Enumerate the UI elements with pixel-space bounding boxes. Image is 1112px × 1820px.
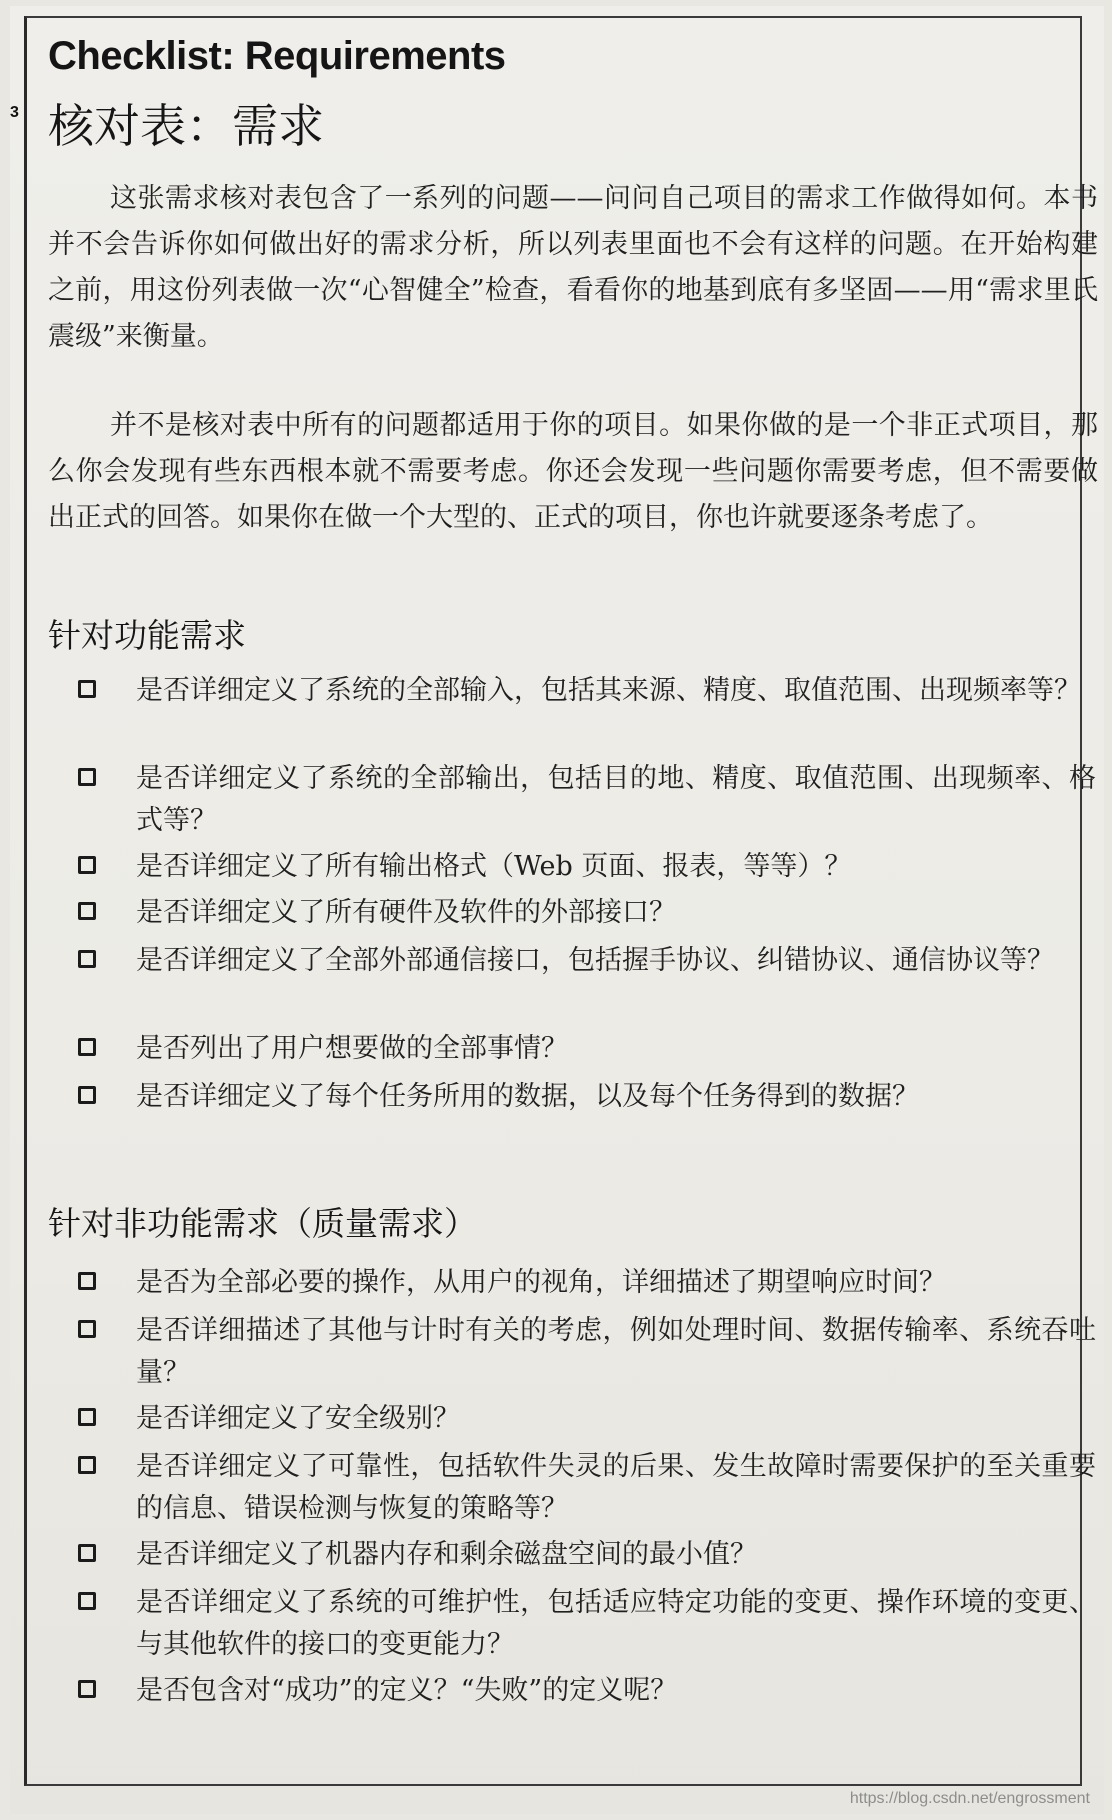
checkbox-icon[interactable]	[78, 1456, 96, 1474]
title-chinese: 核对表：需求	[48, 99, 324, 153]
section-title-nonfunctional: 针对非功能需求（质量需求）	[48, 1204, 477, 1243]
intro-paragraph-1: 这张需求核对表包含了一系列的问题——问问自己项目的需求工作做得如何。本书并不会告诉你如何做出好的需求分析，所以列表里面也不会有这样的问题。在开始构建之前，用这份列表做一次“心智健全”检查，看看你的地基到底有多坚固——用“需求里氏震级”来衡量。	[48, 183, 1098, 352]
page-number: 3	[10, 104, 19, 121]
checkbox-icon[interactable]	[78, 950, 96, 968]
checklist-item-text: 是否详细定义了所有硬件及软件的外部接口？	[136, 897, 676, 928]
checklist-item-text: 是否详细定义了系统的全部输出，包括目的地、精度、取值范围、出现频率、格式等？	[136, 763, 1096, 836]
checkbox-icon[interactable]	[78, 902, 96, 920]
title-english: Checklist: Requirements	[48, 34, 506, 78]
intro-paragraph-2: 并不是核对表中所有的问题都适用于你的项目。如果你做的是一个非正式项目，那么你会发现有些东西根本就不需要考虑。你还会发现一些问题你需要考虑，但不需要做出正式的回答。如果你在做一个大型的、正式的项目，你也许就要逐条考虑了。	[48, 410, 1098, 533]
checkbox-icon[interactable]	[78, 1408, 96, 1426]
checkbox-icon[interactable]	[78, 1680, 96, 1698]
checklist-item-text: 是否包含对“成功”的定义？“失败”的定义呢？	[136, 1675, 678, 1706]
checkbox-icon[interactable]	[78, 1272, 96, 1290]
checkbox-icon[interactable]	[78, 1320, 96, 1338]
checklist-item-text: 是否列出了用户想要做的全部事情？	[136, 1033, 568, 1064]
book-page	[10, 6, 1104, 1814]
checkbox-icon[interactable]	[78, 1592, 96, 1610]
checkbox-icon[interactable]	[78, 1086, 96, 1104]
checkbox-icon[interactable]	[78, 768, 96, 786]
checklist-item-text: 是否详细定义了全部外部通信接口，包括握手协议、纠错协议、通信协议等？	[136, 945, 1054, 976]
checklist-item-text: 是否详细描述了其他与计时有关的考虑，例如处理时间、数据传输率、系统吞吐量？	[136, 1315, 1096, 1388]
checklist-item-text: 是否详细定义了每个任务所用的数据，以及每个任务得到的数据？	[136, 1081, 919, 1112]
checkbox-icon[interactable]	[78, 856, 96, 874]
checkbox-icon[interactable]	[78, 1544, 96, 1562]
checklist-item-text: 是否详细定义了系统的全部输入，包括其来源、精度、取值范围、出现频率等？	[136, 675, 1081, 706]
checklist-item-text: 是否为全部必要的操作，从用户的视角，详细描述了期望响应时间？	[136, 1267, 946, 1298]
checklist-item-text: 是否详细定义了可靠性，包括软件失灵的后果、发生故障时需要保护的至关重要的信息、错误检测与恢复的策略等？	[136, 1451, 1096, 1524]
checklist-item-text: 是否详细定义了系统的可维护性，包括适应特定功能的变更、操作环境的变更、与其他软件的接口的变更能力？	[136, 1587, 1096, 1660]
section-title-functional: 针对功能需求	[48, 616, 246, 655]
checkbox-icon[interactable]	[78, 1038, 96, 1056]
checklist-item-text: 是否详细定义了安全级别？	[136, 1403, 460, 1434]
watermark: https://blog.csdn.net/engrossment	[849, 1790, 1090, 1807]
checkbox-icon[interactable]	[78, 680, 96, 698]
checklist-item-text: 是否详细定义了所有输出格式（Web 页面、报表，等等）？	[136, 851, 852, 882]
checklist-item-text: 是否详细定义了机器内存和剩余磁盘空间的最小值？	[136, 1539, 757, 1570]
